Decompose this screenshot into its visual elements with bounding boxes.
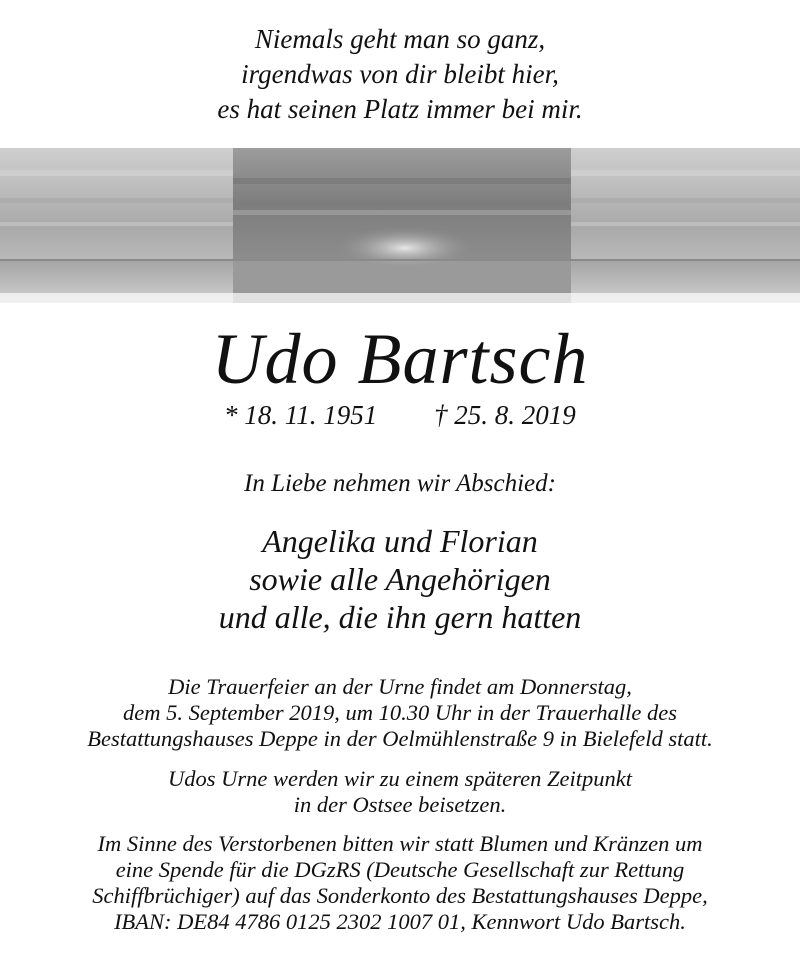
donation-notice (0, 831, 800, 935)
mourner-line: und alle, die ihn gern hatten (218, 599, 582, 635)
burial-line: Udos Urne werden wir zu einem späteren Zeitpunkt (168, 766, 632, 791)
poem-line: es hat seinen Platz immer bei mir. (217, 94, 583, 124)
mourners-list (0, 522, 800, 636)
poem-line: Niemals geht man so ganz, (254, 24, 546, 54)
poem-verse (0, 22, 800, 127)
ceremony-line: Bestattungshauses Deppe in der Oelmühlenstraße 9 in Bielefeld statt. (87, 726, 713, 751)
donation-line: Im Sinne des Verstorbenen bitten wir statt Blumen und Kränzen um (97, 831, 703, 856)
donation-line: Schiffbrüchiger) auf das Sonderkonto des Bestattungshauses Deppe, (92, 883, 708, 908)
burial-notice (0, 766, 800, 818)
ceremony-line: dem 5. September 2019, um 10.30 Uhr in der Trauerhalle des (123, 700, 677, 725)
birth-date: * 18. 11. 1951 (224, 400, 378, 430)
deceased-name: Udo Bartsch (211, 319, 589, 399)
mourner-line: Angelika und Florian (262, 523, 538, 559)
donation-line: IBAN: DE84 4786 0125 2302 1007 01, Kennwort Udo Bartsch. (114, 909, 686, 934)
farewell-intro: In Liebe nehmen wir Abschied: (244, 470, 556, 497)
mourner-line: sowie alle Angehörigen (249, 561, 551, 597)
ceremony-line: Die Trauerfeier an der Urne findet am Donnerstag, (168, 674, 632, 699)
seascape-sunset-icon (0, 148, 800, 303)
donation-line: eine Spende für die DGzRS (Deutsche Gesellschaft zur Rettung (115, 857, 685, 882)
poem-line: irgendwas von dir bleibt hier, (241, 59, 559, 89)
seascape-sunset-image (0, 148, 800, 303)
death-date: † 25. 8. 2019 (434, 400, 576, 430)
burial-line: in der Ostsee beisetzen. (293, 792, 507, 817)
ceremony-notice (0, 674, 800, 752)
